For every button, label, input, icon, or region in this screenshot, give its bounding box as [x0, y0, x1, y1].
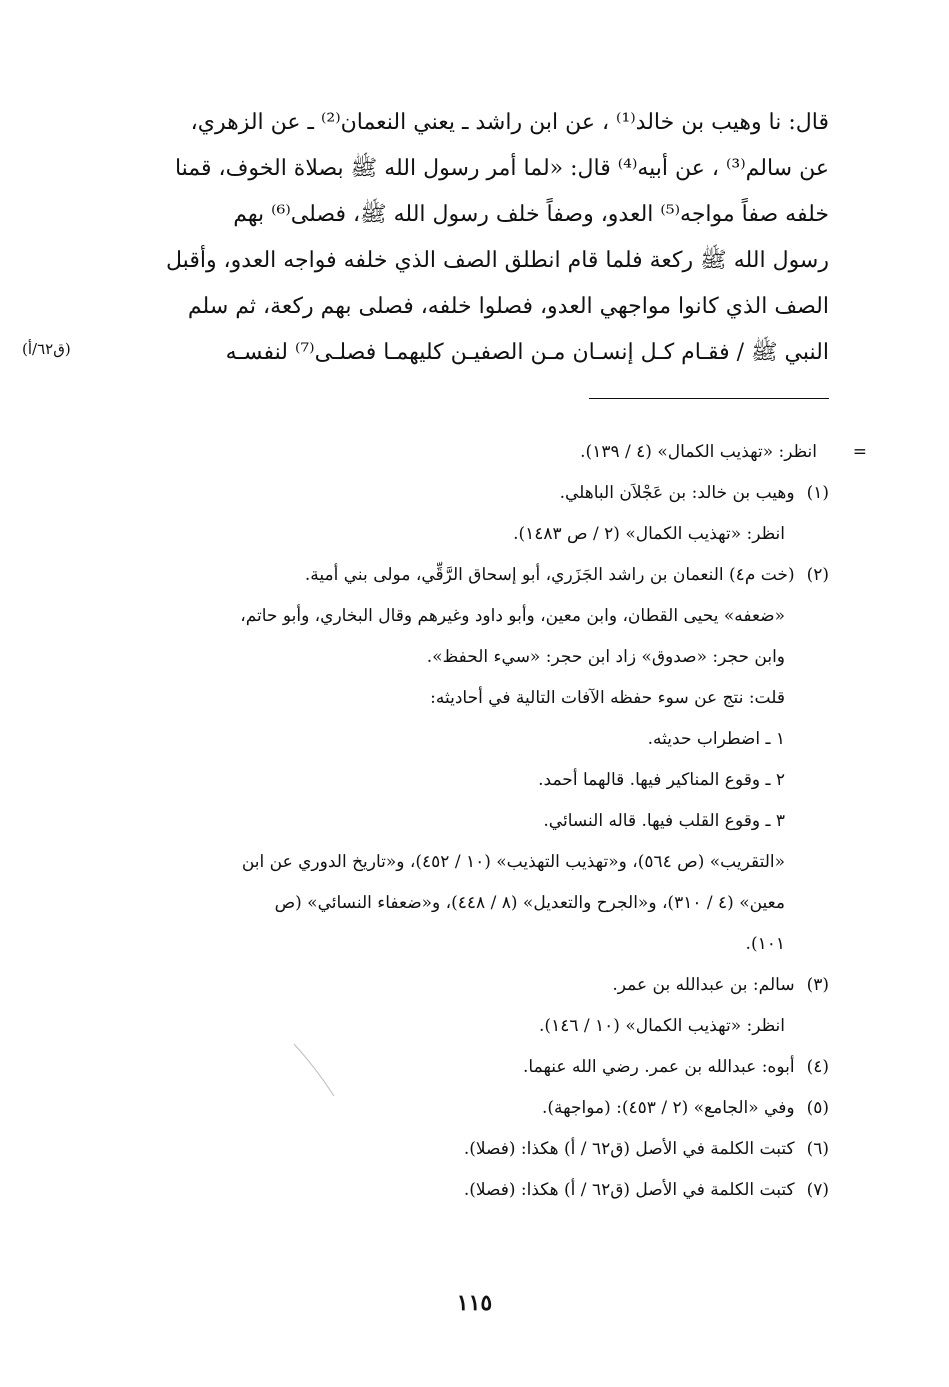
footnote-number: (٦) — [806, 1139, 829, 1159]
footnote-text: كتبت الكلمة في الأصل (ق٦٢ / أ) هكذا: (فصلا). — [463, 1139, 795, 1159]
main-text-block — [109, 100, 829, 376]
footnote-line — [114, 1088, 829, 1129]
footnote-line — [114, 719, 829, 760]
main-text-line — [109, 330, 829, 376]
footnote-text: «التقريب» (ص ٥٦٤)، و«تهذيب التهذيب» (١٠ / ٤٥٢)، و«تاريخ الدوري عن ابن — [241, 852, 785, 872]
footnote-text: انظر: «تهذيب الكمال» (١٠ / ١٤٦). — [539, 1016, 785, 1036]
footnote-line — [114, 678, 829, 719]
footnote-text: قلت: نتج عن سوء حفظه الآفات التالية في أحاديثه: — [430, 688, 785, 708]
footnote-text: ٢ ـ وقوع المناكير فيها. قالهما أحمد. — [538, 770, 785, 790]
main-text-line-content: رسول الله ﷺ ركعة فلما قام انطلق الصف الذي خلفه فواجه العدو، وأقبل — [166, 248, 829, 273]
footnote-line — [114, 514, 829, 555]
footnote-line — [114, 842, 829, 883]
main-text-line — [109, 284, 829, 330]
manuscript-folio-reference: (ق٦٢/أ) — [22, 340, 71, 358]
main-text-line-content: خلفه صفاً مواجه⁽⁵⁾ العدو، وصفاً خلف رسول الله ﷺ، فصلى⁽⁶⁾ بهم — [233, 202, 829, 227]
footnote-number: (٣) — [806, 975, 829, 995]
footnote-text: كتبت الكلمة في الأصل (ق٦٢ / أ) هكذا: (فصلا). — [463, 1180, 795, 1200]
footnote-text: أبوه: عبدالله بن عمر. رضي الله عنهما. — [523, 1057, 795, 1077]
continuation-mark: = — [852, 442, 867, 462]
footnote-text: (خت م٤) النعمان بن راشد الجَزَري، أبو إسحاق الرَّقِّي، مولى بني أمية. — [304, 565, 795, 585]
main-text-line-content: الصف الذي كانوا مواجهي العدو، فصلوا خلفه، فصلى بهم ركعة، ثم سلم — [187, 294, 829, 319]
footnote-text: وابن حجر: «صدوق» زاد ابن حجر: «سيء الحفظ». — [426, 647, 785, 667]
main-text-line — [109, 100, 829, 146]
page-number: ١١٥ — [456, 1290, 493, 1316]
footnote-text: ١ ـ اضطراب حديثه. — [647, 729, 785, 749]
footnote-number: (٧) — [806, 1180, 829, 1200]
footnote-text: انظر: «تهذيب الكمال» (٢ / ص ١٤٨٣). — [513, 524, 785, 544]
footnote-line — [114, 883, 829, 924]
footnote-line — [114, 555, 829, 596]
footnote-text: «ضعفه» يحيى القطان، وابن معين، وأبو داود وغيرهم وقال البخاري، وأبو حاتم، — [240, 606, 785, 626]
footnote-text: وفي «الجامع» (٢ / ٤٥٣): (مواجهة). — [542, 1098, 795, 1118]
footnote-line — [114, 1129, 829, 1170]
footnote-text: سالم: بن عبدالله بن عمر. — [612, 975, 795, 995]
footnote-line — [114, 760, 829, 801]
footnote-text: ٣ ـ وقوع القلب فيها. قاله النسائي. — [543, 811, 785, 831]
main-text-line-content: النبي ﷺ / فقـام كـل إنسـان مـن الصفيـن كليهمـا فصلـى⁽⁷⁾ لنفسـه — [225, 340, 829, 365]
main-text-line — [109, 192, 829, 238]
footnote-line — [114, 473, 829, 514]
footnote-line — [114, 965, 829, 1006]
footnote-number: (٢) — [806, 565, 829, 585]
main-text-line-content: قال: نا وهيب بن خالد⁽¹⁾ ، عن ابن راشد ـ يعني النعمان⁽²⁾ ـ عن الزهري، — [190, 110, 829, 135]
footnote-text: انظر: «تهذيب الكمال» (٤ / ١٣٩). — [580, 442, 817, 462]
footnote-number: (٥) — [806, 1098, 829, 1118]
main-text-line — [109, 238, 829, 284]
footnote-line — [114, 801, 829, 842]
footnote-separator-rule — [589, 398, 829, 399]
main-text-line — [109, 146, 829, 192]
footnote-line — [114, 1170, 829, 1211]
footnote-number: (٤) — [806, 1057, 829, 1077]
footnote-continuation — [114, 432, 867, 473]
footnote-number: (١) — [806, 483, 829, 503]
footnote-line — [114, 596, 829, 637]
footnote-text: معين» (٤ / ٣١٠)، و«الجرح والتعديل» (٨ / ٤٤٨)، و«ضعفاء النسائي» (ص — [274, 893, 785, 913]
scan-artifact-mark — [292, 1040, 338, 1100]
footnote-line — [114, 1047, 829, 1088]
footnote-text: وهيب بن خالد: بن عَجْلاَن الباهلي. — [559, 483, 795, 503]
footnote-line — [114, 1006, 829, 1047]
footnotes-block — [114, 432, 867, 1211]
main-text-line-content: عن سالم⁽³⁾ ، عن أبيه⁽⁴⁾ قال: «لما أمر رسول الله ﷺ بصلاة الخوف، قمنا — [174, 156, 829, 181]
footnote-text: ١٠١). — [745, 934, 785, 954]
footnote-line — [114, 924, 829, 965]
footnote-line — [114, 637, 829, 678]
